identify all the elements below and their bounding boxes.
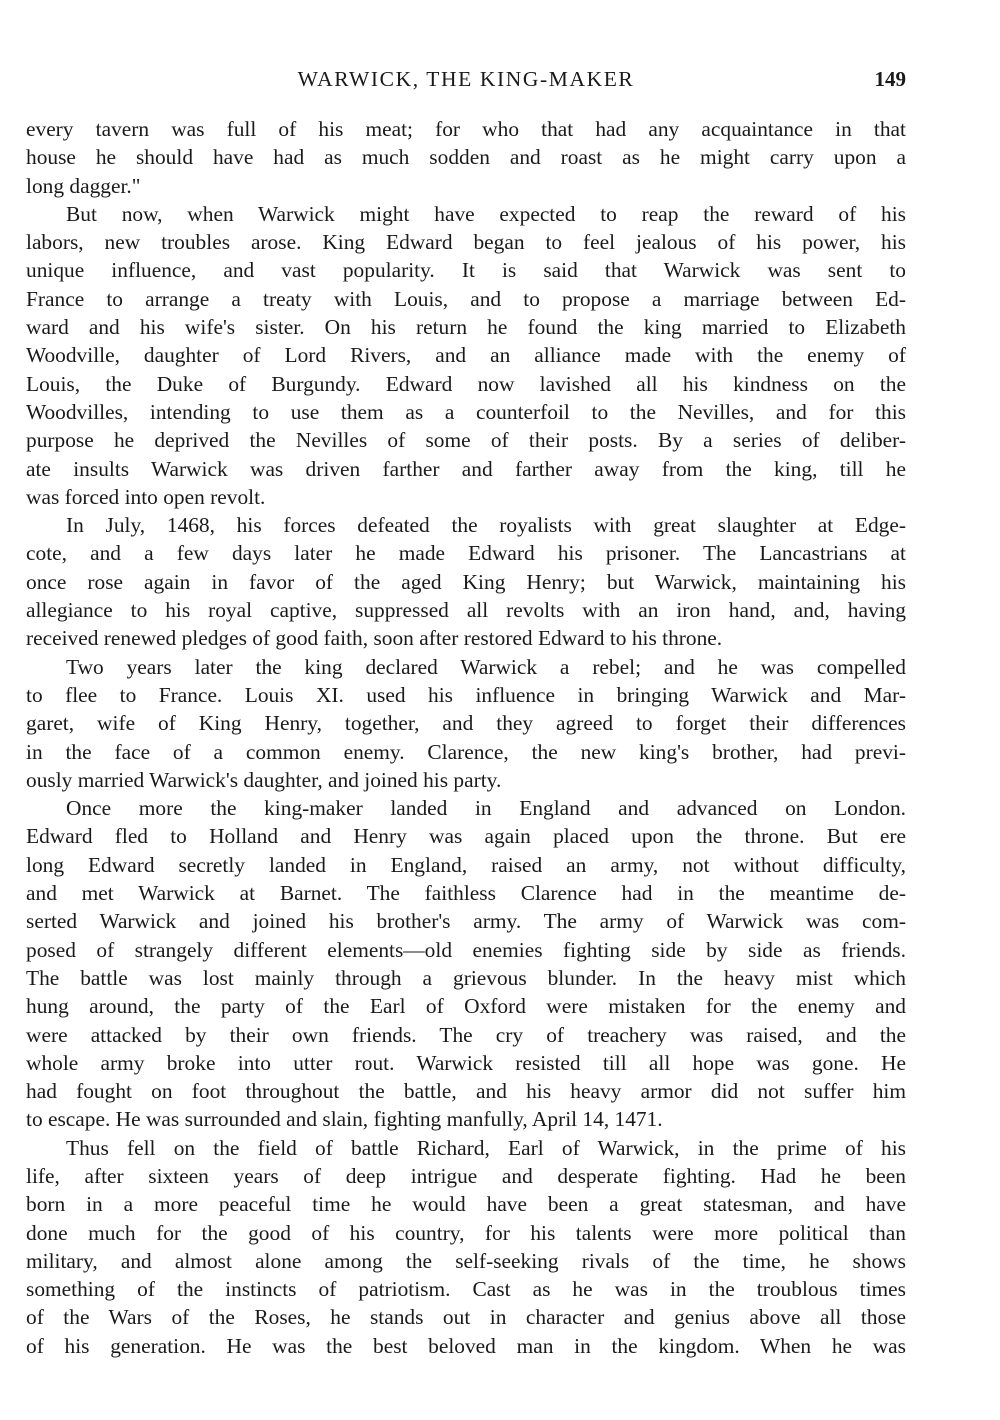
text-line: long dagger." (26, 173, 141, 198)
text-line: The battle was lost mainly through a grievous blunder. In the heavy mist which (26, 965, 906, 990)
text-line: cote, and a few days later he made Edward his prisoner. The Lancastrians at (26, 541, 906, 566)
text-line: Two years later the king declared Warwick a rebel; and he was compelled (66, 654, 906, 679)
running-head: WARWICK, THE KING-MAKER (297, 67, 635, 91)
text-line: labors, new troubles arose. King Edward began to feel jealous of his power, his (26, 230, 906, 255)
text-line: house he should have had as much sodden and roast as he might carry upon a (26, 145, 906, 170)
text-line: allegiance to his royal captive, suppressed all revolts with an iron hand, and, having (26, 598, 906, 623)
text-line: something of the instincts of patriotism. Cast as he was in the troublous times (26, 1277, 906, 1302)
text-line: France to arrange a treaty with Louis, and to propose a marriage between Ed- (26, 286, 906, 311)
text-line: were attacked by their own friends. The cry of treachery was raised, and the (26, 1022, 906, 1047)
text-line: purpose he deprived the Nevilles of some of their posts. By a series of deliber- (26, 428, 906, 453)
text-line: serted Warwick and joined his brother's army. The army of Warwick was com- (26, 909, 906, 934)
text-line: born in a more peaceful time he would have been a great statesman, and have (26, 1192, 906, 1217)
text-line: in the face of a common enemy. Clarence, the new king's brother, had previ- (26, 739, 906, 764)
text-line: unique influence, and vast popularity. It is said that Warwick was sent to (26, 258, 906, 283)
text-line: military, and almost alone among the self-seeking rivals of the time, he shows (26, 1248, 906, 1273)
text-line: hung around, the party of the Earl of Oxford were mistaken for the enemy and (26, 994, 906, 1019)
text-line: ously married Warwick's daughter, and joined his party. (26, 767, 502, 792)
text-line: of the Wars of the Roses, he stands out in character and genius above all those (26, 1305, 906, 1330)
text-line: ward and his wife's sister. On his return he found the king married to Elizabeth (26, 315, 906, 340)
text-line: Thus fell on the field of battle Richard, Earl of Warwick, in the prime of his (66, 1135, 906, 1160)
text-line: had fought on foot throughout the battle, and his heavy armor did not suffer him (26, 1079, 906, 1104)
page-header (26, 62, 906, 96)
text-line: ate insults Warwick was driven farther and farther away from the king, till he (26, 456, 906, 481)
text-line: Louis, the Duke of Burgundy. Edward now lavished all his kindness on the (26, 371, 906, 396)
text-line: Woodville, daughter of Lord Rivers, and an alliance made with the enemy of (26, 343, 906, 368)
text-line: long Edward secretly landed in England, raised an army, not without difficulty, (26, 852, 906, 877)
text-line: done much for the good of his country, for his talents were more political than (26, 1220, 906, 1245)
text-line: once rose again in favor of the aged King Henry; but Warwick, maintaining his (26, 569, 906, 594)
text-line: posed of strangely different elements—old enemies fighting side by side as friends. (26, 937, 906, 962)
text-line: to flee to France. Louis XI. used his influence in bringing Warwick and Mar- (26, 682, 906, 707)
text-line: of his generation. He was the best beloved man in the kingdom. When he was (26, 1333, 906, 1358)
text-line: to escape. He was surrounded and slain, fighting manfully, April 14, 1471. (26, 1107, 663, 1132)
text-line: was forced into open revolt. (26, 484, 266, 509)
text-line: garet, wife of King Henry, together, and they agreed to forget their differences (26, 711, 906, 736)
text-line: Edward fled to Holland and Henry was again placed upon the throne. But ere (26, 824, 906, 849)
text-line: In July, 1468, his forces defeated the royalists with great slaughter at Edge- (66, 513, 906, 538)
text-line: Woodvilles, intending to use them as a counterfoil to the Nevilles, and for this (26, 399, 906, 424)
body-text (26, 115, 906, 1360)
text-line: Once more the king-maker landed in England and advanced on London. (66, 796, 906, 821)
text-line: received renewed pledges of good faith, soon after restored Edward to his throne. (26, 626, 723, 651)
text-line: and met Warwick at Barnet. The faithless Clarence had in the meantime de- (26, 881, 906, 906)
text-line: whole army broke into utter rout. Warwick resisted till all hope was gone. He (26, 1050, 906, 1075)
page-number: 149 (874, 67, 906, 91)
text-line: every tavern was full of his meat; for who that had any acquaintance in that (26, 117, 906, 141)
text-line: But now, when Warwick might have expected to reap the reward of his (66, 201, 906, 226)
text-line: life, after sixteen years of deep intrigue and desperate fighting. Had he been (26, 1163, 906, 1188)
